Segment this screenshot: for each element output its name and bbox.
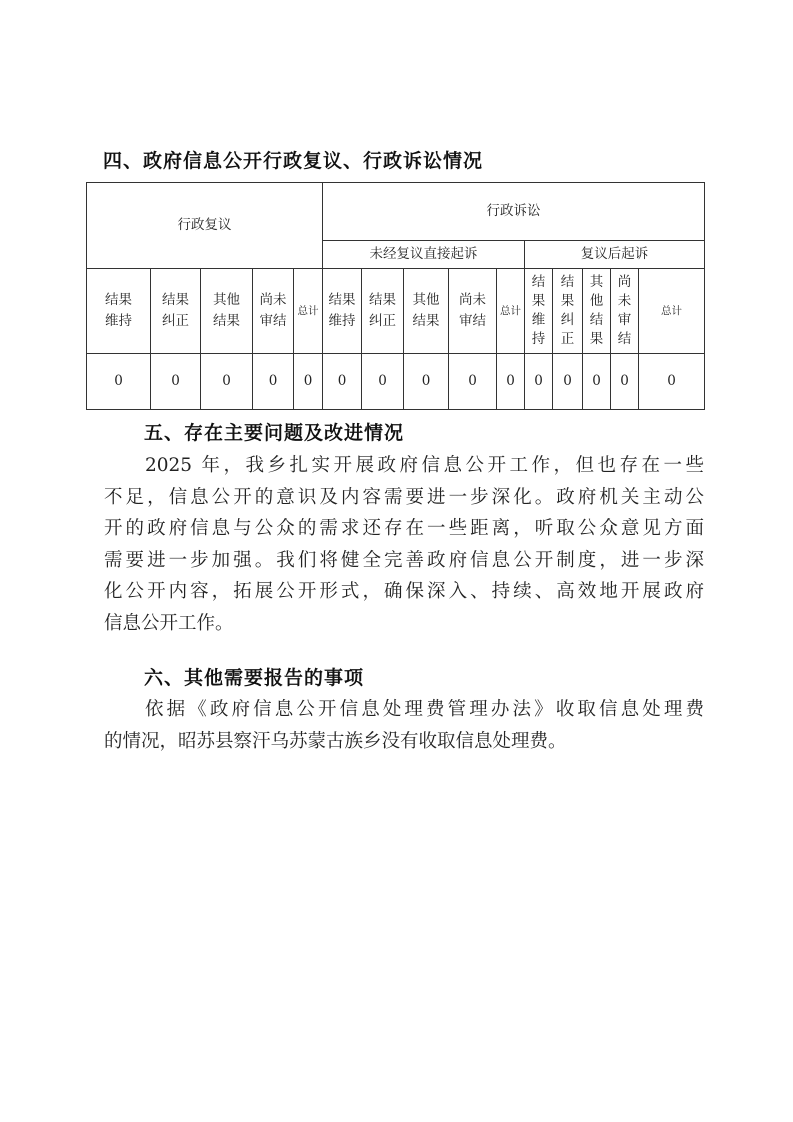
table-cell: 0 [497, 354, 525, 410]
table-cell: 0 [201, 354, 253, 410]
col-review-upheld: 结果 维持 [87, 269, 151, 354]
header-administrative-litigation: 行政诉讼 [323, 183, 705, 241]
table-cell: 0 [639, 354, 705, 410]
col-review-corrected: 结果 纠正 [151, 269, 201, 354]
col-review-pending: 尚未 审结 [253, 269, 294, 354]
col-review-total: 总计 [294, 269, 323, 354]
table-cell: 0 [151, 354, 201, 410]
col-direct-total: 总计 [497, 269, 525, 354]
paragraph-line: 信息公开工作。 [104, 612, 234, 634]
header-litigation-after-review: 复议后起诉 [525, 241, 705, 269]
table-cell: 0 [294, 354, 323, 410]
paragraph-line: 的情况，昭苏县察汗乌苏蒙古族乡没有收取信息处理费。 [104, 730, 567, 752]
table-cell: 0 [253, 354, 294, 410]
table-cell: 0 [87, 354, 151, 410]
section-4-heading: 四、政府信息公开行政复议、行政诉讼情况 [103, 150, 484, 172]
col-after-review-upheld: 结 果 维 持 [525, 269, 553, 354]
col-review-other: 其他 结果 [201, 269, 253, 354]
table-cell: 0 [611, 354, 639, 410]
paragraph-line: 开的政府信息与公众的需求还存在一些距离，听取公众意见方面 [104, 518, 704, 539]
table-cell: 0 [525, 354, 553, 410]
paragraph-line: 依据《政府信息公开信息处理费管理办法》收取信息处理费 [145, 699, 704, 720]
table-row [87, 354, 705, 410]
section-5-heading: 五、存在主要问题及改进情况 [144, 422, 405, 444]
col-after-review-pending: 尚 未 审 结 [611, 269, 639, 354]
table-cell: 0 [362, 354, 404, 410]
col-direct-other: 其他 结果 [404, 269, 449, 354]
header-direct-litigation: 未经复议直接起诉 [323, 241, 525, 269]
section-5-paragraph [104, 450, 704, 639]
table-cell: 0 [583, 354, 611, 410]
col-direct-pending: 尚未 审结 [449, 269, 497, 354]
table-cell: 0 [449, 354, 497, 410]
table-cell: 0 [553, 354, 583, 410]
table-cell: 0 [323, 354, 362, 410]
paragraph-line: 需要进一步加强。我们将健全完善政府信息公开制度，进一步深 [104, 549, 704, 571]
paragraph-line: 2025 年，我乡扎实开展政府信息公开工作，但也存在一些 [145, 455, 704, 476]
table-cell: 0 [404, 354, 449, 410]
paragraph-line: 不足，信息公开的意识及内容需要进一步深化。政府机关主动公 [104, 486, 704, 508]
col-after-review-other: 其 他 结 果 [583, 269, 611, 354]
col-after-review-corrected: 结 果 纠 正 [553, 269, 583, 354]
review-litigation-table [86, 182, 705, 410]
section-6-heading: 六、其他需要报告的事项 [144, 667, 365, 689]
col-after-review-total: 总计 [639, 269, 705, 354]
col-direct-corrected: 结果 纠正 [362, 269, 404, 354]
section-6-paragraph [104, 694, 704, 757]
col-direct-upheld: 结果 维持 [323, 269, 362, 354]
paragraph-line: 化公开内容，拓展公开形式，确保深入、持续、高效地开展政府 [104, 581, 704, 602]
header-administrative-review: 行政复议 [87, 183, 323, 269]
